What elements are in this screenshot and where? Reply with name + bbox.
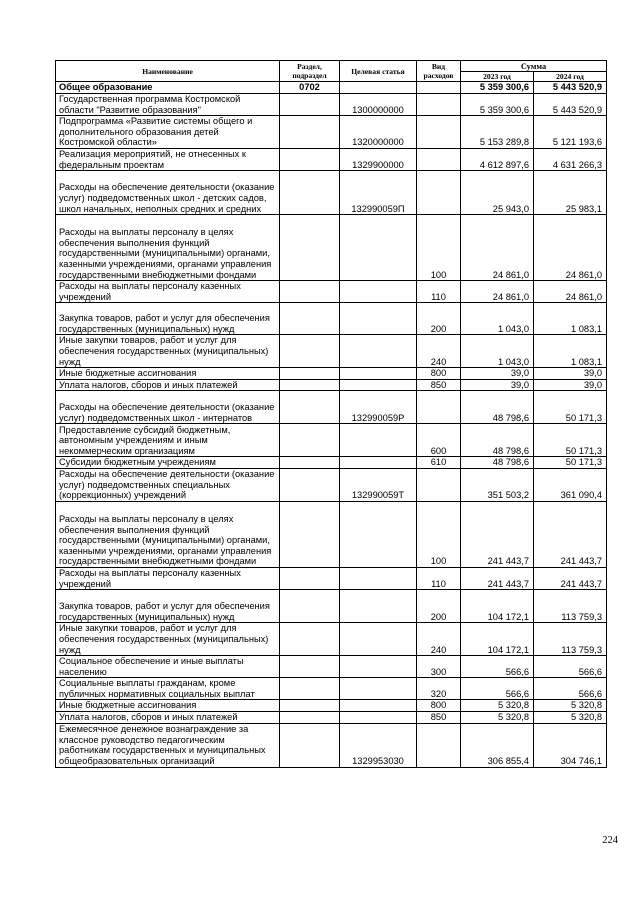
row-razdel [280, 623, 340, 656]
header-year-2023: 2023 год [461, 72, 534, 82]
row-razdel [280, 678, 340, 700]
row-sum-2024: 241 443,7 [534, 501, 607, 567]
row-celevaya: 132990059Р [340, 391, 417, 424]
row-sum-2024: 113 759,3 [534, 623, 607, 656]
row-razdel [280, 303, 340, 335]
row-name: Расходы на обеспечение деятельности (оказание услуг) подведомственных школ - интернатов [56, 391, 280, 424]
row-name: Ежемесячное денежное вознаграждение за классное руководство педагогическим работникам государственных и муниципальных общеобразовательных организаций [56, 723, 280, 767]
row-celevaya [340, 335, 417, 368]
row-vid: 600 [417, 424, 461, 457]
row-razdel [280, 116, 340, 149]
row-razdel [280, 468, 340, 501]
row-razdel [280, 723, 340, 767]
row-vid: 800 [417, 700, 461, 712]
row-sum-2024: 24 861,0 [534, 215, 607, 281]
row-sum-2024: 304 746,1 [534, 723, 607, 767]
row-razdel [280, 656, 340, 678]
row-sum-2023: 104 172,1 [461, 590, 534, 623]
row-vid [417, 116, 461, 149]
row-vid: 850 [417, 712, 461, 724]
header-celevaya: Целевая статья [340, 61, 417, 82]
row-name: Уплата налогов, сборов и иных платежей [56, 379, 280, 391]
table-header [56, 61, 607, 82]
row-sum-2023: 48 798,6 [461, 391, 534, 424]
row-vid: 320 [417, 678, 461, 700]
row-vid: 240 [417, 335, 461, 368]
table-row [56, 457, 607, 469]
row-razdel [280, 171, 340, 215]
row-vid [417, 94, 461, 116]
row-sum-2024: 566,6 [534, 656, 607, 678]
table-row [56, 368, 607, 380]
row-vid [417, 391, 461, 424]
row-name: Реализация мероприятий, не отнесенных к федеральным проектам [56, 148, 280, 170]
row-razdel: 0702 [280, 82, 340, 94]
table-row [56, 391, 607, 424]
row-sum-2024: 1 083,1 [534, 303, 607, 335]
table-row [56, 468, 607, 501]
row-name: Закупка товаров, работ и услуг для обеспечения государственных (муниципальных) нужд [56, 590, 280, 623]
row-sum-2023: 1 043,0 [461, 303, 534, 335]
row-sum-2023: 306 855,4 [461, 723, 534, 767]
row-name: Расходы на выплаты персоналу казенных учреждений [56, 281, 280, 303]
row-razdel [280, 281, 340, 303]
row-sum-2024: 50 171,3 [534, 391, 607, 424]
row-sum-2024: 25 983,1 [534, 171, 607, 215]
row-vid: 850 [417, 379, 461, 391]
row-name: Общее образование [56, 82, 280, 94]
row-sum-2024: 361 090,4 [534, 468, 607, 501]
row-razdel [280, 148, 340, 170]
row-vid [417, 723, 461, 767]
table-row [56, 335, 607, 368]
table-row [56, 712, 607, 724]
row-vid [417, 171, 461, 215]
table-row [56, 379, 607, 391]
row-sum-2023: 351 503,2 [461, 468, 534, 501]
row-sum-2023: 39,0 [461, 368, 534, 380]
header-year-2024: 2024 год [534, 72, 607, 82]
row-celevaya [340, 457, 417, 469]
row-name: Социальные выплаты гражданам, кроме публичных нормативных социальных выплат [56, 678, 280, 700]
row-razdel [280, 94, 340, 116]
row-sum-2023: 48 798,6 [461, 424, 534, 457]
table-row [56, 723, 607, 767]
row-sum-2024: 566,6 [534, 678, 607, 700]
row-razdel [280, 712, 340, 724]
row-name: Расходы на выплаты персоналу в целях обеспечения выполнения функций государственными (муниципальными) органами, казенными учреждениями, органами управления государственными внебюджетными фондами [56, 501, 280, 567]
row-sum-2023: 566,6 [461, 678, 534, 700]
row-name: Предоставление субсидий бюджетным, автономным учреждениям и иным некоммерческим организациям [56, 424, 280, 457]
table-body [56, 82, 607, 768]
row-razdel [280, 335, 340, 368]
row-celevaya: 1329900000 [340, 148, 417, 170]
row-celevaya [340, 215, 417, 281]
row-celevaya [340, 501, 417, 567]
row-sum-2024: 5 443 520,9 [534, 82, 607, 94]
table-row [56, 82, 607, 94]
row-celevaya: 1329953030 [340, 723, 417, 767]
row-celevaya [340, 700, 417, 712]
row-celevaya: 1300000000 [340, 94, 417, 116]
row-sum-2024: 1 083,1 [534, 335, 607, 368]
row-sum-2023: 5 320,8 [461, 700, 534, 712]
row-vid: 200 [417, 303, 461, 335]
row-vid: 100 [417, 501, 461, 567]
row-celevaya: 132990059Т [340, 468, 417, 501]
row-celevaya [340, 303, 417, 335]
row-sum-2023: 24 861,0 [461, 215, 534, 281]
row-name: Иные бюджетные ассигнования [56, 700, 280, 712]
row-sum-2024: 50 171,3 [534, 424, 607, 457]
header-vid: Вид расходов [417, 61, 461, 82]
row-razdel [280, 501, 340, 567]
row-sum-2024: 5 443 520,9 [534, 94, 607, 116]
row-sum-2023: 5 320,8 [461, 712, 534, 724]
row-vid: 110 [417, 281, 461, 303]
row-vid [417, 468, 461, 501]
row-celevaya: 1320000000 [340, 116, 417, 149]
table-row [56, 590, 607, 623]
row-sum-2023: 25 943,0 [461, 171, 534, 215]
row-celevaya [340, 590, 417, 623]
row-sum-2024: 241 443,7 [534, 567, 607, 589]
header-name: Наименование [56, 61, 280, 82]
row-name: Расходы на обеспечение деятельности (оказание услуг) подведомственных специальных (коррекционных) учреждений [56, 468, 280, 501]
table-row [56, 281, 607, 303]
row-celevaya [340, 82, 417, 94]
row-celevaya [340, 712, 417, 724]
row-vid: 110 [417, 567, 461, 589]
table-row [56, 656, 607, 678]
row-name: Социальное обеспечение и иные выплаты населению [56, 656, 280, 678]
row-vid: 200 [417, 590, 461, 623]
budget-table [55, 60, 607, 768]
row-sum-2024: 39,0 [534, 368, 607, 380]
table-row [56, 501, 607, 567]
row-sum-2024: 5 320,8 [534, 700, 607, 712]
table-row [56, 678, 607, 700]
header-razdel: Раздел, подраздел [280, 61, 340, 82]
row-sum-2023: 5 359 300,6 [461, 94, 534, 116]
row-name: Расходы на выплаты персоналу в целях обеспечения выполнения функций государственными (муниципальными) органами, казенными учреждениями, органами управления государственными внебюджетными фондами [56, 215, 280, 281]
row-celevaya [340, 623, 417, 656]
row-vid [417, 148, 461, 170]
row-celevaya [340, 656, 417, 678]
table-row [56, 424, 607, 457]
table-row [56, 567, 607, 589]
row-sum-2023: 1 043,0 [461, 335, 534, 368]
table-row [56, 148, 607, 170]
table-row [56, 700, 607, 712]
row-name: Иные закупки товаров, работ и услуг для обеспечения государственных (муниципальных) нужд [56, 623, 280, 656]
table-row [56, 623, 607, 656]
row-razdel [280, 424, 340, 457]
page-number: 224 [602, 835, 618, 846]
row-celevaya [340, 678, 417, 700]
row-sum-2023: 241 443,7 [461, 501, 534, 567]
row-sum-2023: 104 172,1 [461, 623, 534, 656]
row-name: Субсидии бюджетным учреждениям [56, 457, 280, 469]
row-sum-2024: 4 631 266,3 [534, 148, 607, 170]
row-sum-2024: 5 320,8 [534, 712, 607, 724]
row-vid: 800 [417, 368, 461, 380]
row-vid: 100 [417, 215, 461, 281]
row-celevaya [340, 379, 417, 391]
row-sum-2023: 24 861,0 [461, 281, 534, 303]
header-summa: Сумма [461, 61, 607, 72]
row-sum-2023: 48 798,6 [461, 457, 534, 469]
table-row [56, 116, 607, 149]
row-sum-2023: 4 612 897,6 [461, 148, 534, 170]
row-name: Подпрограмма «Развитие системы общего и дополнительного образования детей Костромской области» [56, 116, 280, 149]
row-vid [417, 82, 461, 94]
row-sum-2023: 5 359 300,6 [461, 82, 534, 94]
row-sum-2024: 5 121 193,6 [534, 116, 607, 149]
row-name: Расходы на выплаты персоналу казенных учреждений [56, 567, 280, 589]
row-sum-2024: 113 759,3 [534, 590, 607, 623]
row-sum-2024: 50 171,3 [534, 457, 607, 469]
row-vid: 300 [417, 656, 461, 678]
row-sum-2024: 39,0 [534, 379, 607, 391]
row-celevaya [340, 567, 417, 589]
row-name: Уплата налогов, сборов и иных платежей [56, 712, 280, 724]
row-razdel [280, 391, 340, 424]
row-celevaya [340, 368, 417, 380]
row-razdel [280, 567, 340, 589]
row-vid: 240 [417, 623, 461, 656]
row-razdel [280, 457, 340, 469]
table-row [56, 171, 607, 215]
row-razdel [280, 590, 340, 623]
row-razdel [280, 379, 340, 391]
row-name: Иные бюджетные ассигнования [56, 368, 280, 380]
row-sum-2023: 566,6 [461, 656, 534, 678]
row-celevaya [340, 281, 417, 303]
row-celevaya: 132990059П [340, 171, 417, 215]
row-celevaya [340, 424, 417, 457]
row-name: Государственная программа Костромской области "Развитие образования" [56, 94, 280, 116]
row-name: Расходы на обеспечение деятельности (оказание услуг) подведомственных школ - детских садов, школ начальных, неполных средних и средних [56, 171, 280, 215]
row-razdel [280, 368, 340, 380]
row-sum-2023: 241 443,7 [461, 567, 534, 589]
row-razdel [280, 700, 340, 712]
row-sum-2023: 39,0 [461, 379, 534, 391]
row-sum-2023: 5 153 289,8 [461, 116, 534, 149]
row-name: Закупка товаров, работ и услуг для обеспечения государственных (муниципальных) нужд [56, 303, 280, 335]
row-name: Иные закупки товаров, работ и услуг для обеспечения государственных (муниципальных) нужд [56, 335, 280, 368]
table-row [56, 215, 607, 281]
row-razdel [280, 215, 340, 281]
table-row [56, 303, 607, 335]
row-vid: 610 [417, 457, 461, 469]
table-row [56, 94, 607, 116]
row-sum-2024: 24 861,0 [534, 281, 607, 303]
